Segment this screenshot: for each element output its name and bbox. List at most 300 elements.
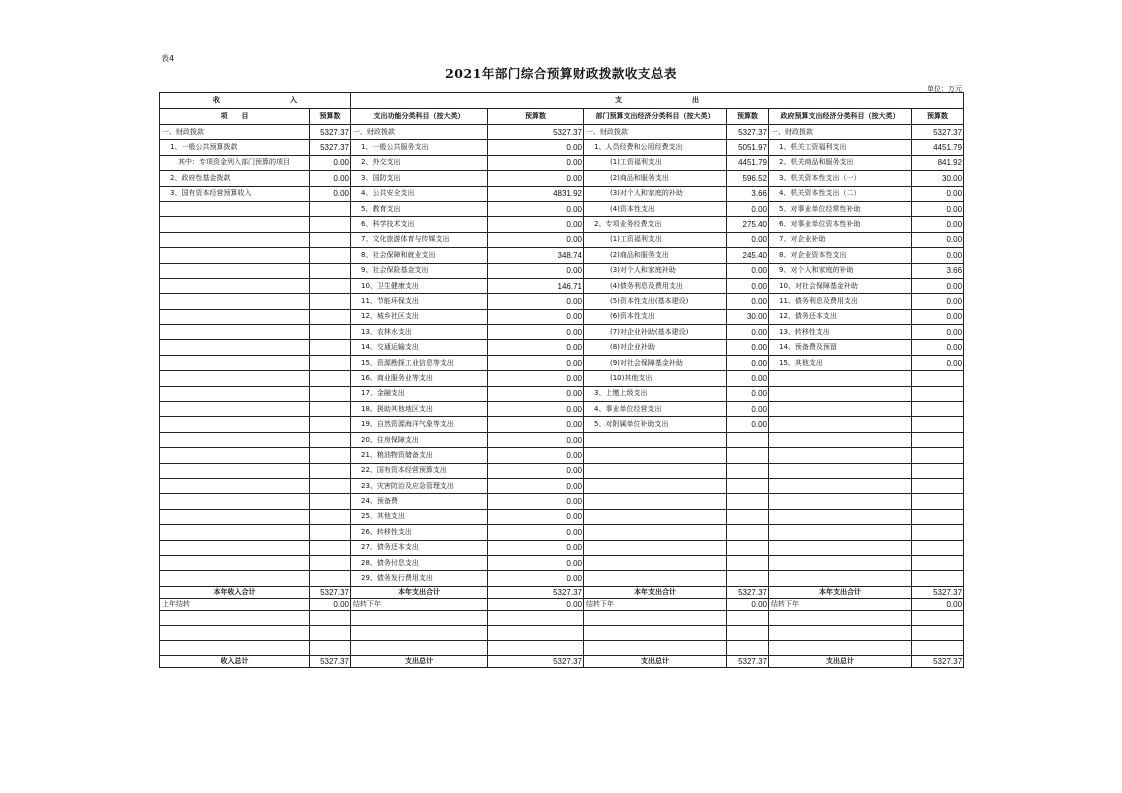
gov-econ-item-cell — [769, 525, 912, 540]
dept-econ-amount-cell: 0.00 — [727, 278, 769, 293]
gov-econ-item-cell — [769, 402, 912, 417]
blank-cell — [584, 625, 727, 640]
income-item-cell — [160, 309, 310, 324]
table-row — [160, 402, 964, 417]
income-amount-cell — [310, 555, 351, 570]
dept-econ-amount-cell: 30.00 — [727, 309, 769, 324]
table-row — [160, 340, 964, 355]
blank-cell — [351, 640, 488, 655]
income-amount-cell: 0.00 — [310, 598, 351, 610]
blank-cell — [310, 610, 351, 625]
dept-econ-amount-cell: 0.00 — [727, 402, 769, 417]
gov-econ-amount-cell — [912, 494, 964, 509]
income-item-cell — [160, 494, 310, 509]
gov-econ-amount-cell — [912, 371, 964, 386]
blank-cell — [912, 610, 964, 625]
gov-econ-amount-cell: 0.00 — [912, 309, 964, 324]
func-amount-cell: 5327.37 — [488, 586, 584, 598]
income-item-cell — [160, 402, 310, 417]
blank-cell — [912, 640, 964, 655]
table-row — [160, 525, 964, 540]
table-row — [160, 355, 964, 370]
income-item-cell: 其中：专项资金列入部门预算的项目 — [160, 155, 310, 170]
gov-econ-amount-cell: 0.00 — [912, 217, 964, 232]
func-item-cell: 15、资源勘探工业信息等支出 — [351, 355, 488, 370]
income-amount-cell: 0.00 — [310, 186, 351, 201]
func-item-cell: 27、债务还本支出 — [351, 540, 488, 555]
expense-section-header: 支 出 — [351, 93, 964, 109]
func-item-cell: 22、国有资本经营预算支出 — [351, 463, 488, 478]
func-amount-cell: 0.00 — [488, 140, 584, 155]
func-item-cell: 29、债务发行费用支出 — [351, 571, 488, 586]
gov-econ-item-cell: 1、机关工资福利支出 — [769, 140, 912, 155]
income-item-cell: 3、国有资本经营预算收入 — [160, 186, 310, 201]
table-row — [160, 555, 964, 570]
gov-econ-item-cell: 7、对企业补助 — [769, 232, 912, 247]
func-amount-cell: 0.00 — [488, 417, 584, 432]
func-amount-cell: 0.00 — [488, 201, 584, 216]
budget-column-header: 预算数 — [488, 109, 584, 125]
income-amount-cell — [310, 432, 351, 447]
table-row — [160, 201, 964, 216]
dept-econ-item-cell: (10)其他支出 — [584, 371, 727, 386]
dept-econ-amount-cell: 275.40 — [727, 217, 769, 232]
table-row — [160, 494, 964, 509]
gov-econ-item-cell: 14、预备费及预留 — [769, 340, 912, 355]
dept-econ-item-cell — [584, 463, 727, 478]
dept-econ-amount-cell — [727, 478, 769, 493]
table-row — [160, 478, 964, 493]
func-item-cell: 一、财政拨款 — [351, 125, 488, 140]
func-item-cell: 1、一般公共服务支出 — [351, 140, 488, 155]
table-row — [160, 417, 964, 432]
income-section-header: 收 入 — [160, 93, 351, 109]
func-amount-cell: 0.00 — [488, 540, 584, 555]
table-row — [160, 463, 964, 478]
func-item-cell: 7、文化旅游体育与传媒支出 — [351, 232, 488, 247]
dept-econ-item-cell: (5)资本性支出(基本建设) — [584, 294, 727, 309]
income-amount-cell: 0.00 — [310, 171, 351, 186]
subtotal-row — [160, 586, 964, 598]
table-row — [160, 186, 964, 201]
income-item-cell — [160, 509, 310, 524]
blank-cell — [488, 640, 584, 655]
func-item-cell: 20、住房保障支出 — [351, 432, 488, 447]
blank-cell — [160, 610, 310, 625]
dept-econ-amount-cell: 5327.37 — [727, 655, 769, 667]
blank-cell — [769, 640, 912, 655]
blank-cell — [310, 640, 351, 655]
func-item-cell: 23、灾害防治及应急管理支出 — [351, 478, 488, 493]
table-row — [160, 386, 964, 401]
gov-econ-amount-cell — [912, 463, 964, 478]
income-item-cell — [160, 540, 310, 555]
dept-econ-amount-cell: 0.00 — [727, 340, 769, 355]
func-amount-cell: 0.00 — [488, 571, 584, 586]
func-item-cell: 9、社会保险基金支出 — [351, 263, 488, 278]
income-amount-cell — [310, 325, 351, 340]
gov-econ-item-cell — [769, 478, 912, 493]
income-amount-cell — [310, 248, 351, 263]
budget-column-header: 预算数 — [912, 109, 964, 125]
gov-econ-amount-cell — [912, 555, 964, 570]
dept-econ-amount-cell — [727, 448, 769, 463]
sheet-label: 表4 — [161, 54, 175, 63]
func-item-cell: 支出总计 — [351, 655, 488, 667]
income-item-cell — [160, 325, 310, 340]
dept-econ-item-cell — [584, 525, 727, 540]
dept-econ-amount-cell: 596.52 — [727, 171, 769, 186]
func-amount-cell: 0.00 — [488, 509, 584, 524]
income-item-cell — [160, 371, 310, 386]
dept-econ-amount-cell — [727, 525, 769, 540]
income-item-cell: 收入总计 — [160, 655, 310, 667]
func-amount-cell: 0.00 — [488, 525, 584, 540]
func-item-cell: 8、社会保障和就业支出 — [351, 248, 488, 263]
func-item-cell: 17、金融支出 — [351, 386, 488, 401]
dept-econ-amount-cell: 0.00 — [727, 598, 769, 610]
gov-econ-item-cell: 8、对企业资本性支出 — [769, 248, 912, 263]
func-amount-cell: 0.00 — [488, 309, 584, 324]
gov-econ-amount-cell — [912, 509, 964, 524]
dept-econ-item-cell: (6)资本性支出 — [584, 309, 727, 324]
dept-econ-amount-cell: 245.40 — [727, 248, 769, 263]
gov-econ-item-cell: 5、对事业单位经常性补助 — [769, 201, 912, 216]
item-column-header: 项 目 — [160, 109, 310, 125]
dept-econ-amount-cell: 3.66 — [727, 186, 769, 201]
dept-econ-item-cell: 1、人员经费和公用经费支出 — [584, 140, 727, 155]
dept-econ-column-header: 部门预算支出经济分类科目（按大类） — [584, 109, 727, 125]
dept-econ-item-cell: 支出总计 — [584, 655, 727, 667]
dept-econ-amount-cell: 0.00 — [727, 294, 769, 309]
income-amount-cell — [310, 525, 351, 540]
income-amount-cell: 0.00 — [310, 155, 351, 170]
dept-econ-item-cell: (7)对企业补助(基本建设) — [584, 325, 727, 340]
income-item-cell — [160, 555, 310, 570]
table-row — [160, 125, 964, 140]
table-row — [160, 171, 964, 186]
func-amount-cell: 0.00 — [488, 598, 584, 610]
income-amount-cell — [310, 386, 351, 401]
income-amount-cell — [310, 263, 351, 278]
blank-cell — [727, 610, 769, 625]
gov-econ-amount-cell — [912, 432, 964, 447]
blank-cell — [351, 625, 488, 640]
unit-label: 单位：万元 — [927, 85, 962, 93]
gov-econ-amount-cell — [912, 402, 964, 417]
income-amount-cell — [310, 201, 351, 216]
func-amount-cell: 0.00 — [488, 217, 584, 232]
income-amount-cell — [310, 571, 351, 586]
income-item-cell: 本年收入合计 — [160, 586, 310, 598]
dept-econ-item-cell: (2)商品和服务支出 — [584, 171, 727, 186]
income-item-cell — [160, 294, 310, 309]
gov-econ-item-cell — [769, 371, 912, 386]
dept-econ-amount-cell: 0.00 — [727, 417, 769, 432]
dept-econ-item-cell: 3、上缴上级支出 — [584, 386, 727, 401]
gov-econ-item-cell: 2、机关商品和服务支出 — [769, 155, 912, 170]
gov-econ-item-cell: 4、机关资本性支出（二） — [769, 186, 912, 201]
gov-econ-item-cell: 11、债务利息及费用支出 — [769, 294, 912, 309]
dept-econ-item-cell: (4)债务利息及费用支出 — [584, 278, 727, 293]
income-item-cell — [160, 278, 310, 293]
gov-econ-item-cell: 15、其他支出 — [769, 355, 912, 370]
income-item-cell: 一、财政拨款 — [160, 125, 310, 140]
carry-over-row — [160, 598, 964, 610]
gov-econ-item-cell — [769, 448, 912, 463]
func-amount-cell: 0.00 — [488, 263, 584, 278]
budget-column-header: 预算数 — [310, 109, 351, 125]
dept-econ-item-cell — [584, 509, 727, 524]
table-row — [160, 278, 964, 293]
dept-econ-amount-cell — [727, 494, 769, 509]
income-item-cell — [160, 355, 310, 370]
gov-econ-amount-cell: 0.00 — [912, 340, 964, 355]
income-item-cell: 上年结转 — [160, 598, 310, 610]
blank-row — [160, 610, 964, 625]
gov-econ-amount-cell: 0.00 — [912, 598, 964, 610]
func-amount-cell: 5327.37 — [488, 125, 584, 140]
gov-econ-item-cell: 10、对社会保障基金补助 — [769, 278, 912, 293]
income-item-cell — [160, 448, 310, 463]
dept-econ-amount-cell — [727, 571, 769, 586]
gov-econ-item-cell — [769, 463, 912, 478]
dept-econ-amount-cell — [727, 509, 769, 524]
func-item-cell: 18、援助其他地区支出 — [351, 402, 488, 417]
blank-cell — [584, 610, 727, 625]
table-row — [160, 540, 964, 555]
gov-econ-item-cell — [769, 571, 912, 586]
func-amount-cell: 0.00 — [488, 340, 584, 355]
blank-cell — [727, 625, 769, 640]
income-amount-cell — [310, 417, 351, 432]
func-item-cell: 结转下年 — [351, 598, 488, 610]
income-amount-cell — [310, 478, 351, 493]
income-item-cell — [160, 386, 310, 401]
gov-econ-item-cell: 3、机关资本性支出（一） — [769, 171, 912, 186]
dept-econ-amount-cell: 5051.97 — [727, 140, 769, 155]
gov-econ-amount-cell: 5327.37 — [912, 586, 964, 598]
func-amount-cell: 0.00 — [488, 371, 584, 386]
func-item-cell: 16、商业服务业等支出 — [351, 371, 488, 386]
income-item-cell — [160, 571, 310, 586]
income-item-cell: 2、政府性基金拨款 — [160, 171, 310, 186]
table-row — [160, 248, 964, 263]
income-item-cell — [160, 232, 310, 247]
func-amount-cell: 0.00 — [488, 402, 584, 417]
gov-econ-amount-cell — [912, 478, 964, 493]
func-item-cell: 2、外交支出 — [351, 155, 488, 170]
table-row — [160, 309, 964, 324]
gov-econ-item-cell: 12、债务还本支出 — [769, 309, 912, 324]
gov-econ-amount-cell: 5327.37 — [912, 125, 964, 140]
dept-econ-amount-cell: 0.00 — [727, 232, 769, 247]
gov-econ-amount-cell — [912, 417, 964, 432]
dept-econ-item-cell — [584, 448, 727, 463]
dept-econ-amount-cell — [727, 540, 769, 555]
func-item-cell: 26、转移性支出 — [351, 525, 488, 540]
gov-econ-amount-cell — [912, 571, 964, 586]
func-amount-cell: 0.00 — [488, 555, 584, 570]
blank-cell — [488, 610, 584, 625]
gov-econ-amount-cell: 0.00 — [912, 294, 964, 309]
income-amount-cell — [310, 540, 351, 555]
gov-econ-item-cell: 13、转移性支出 — [769, 325, 912, 340]
gov-econ-amount-cell — [912, 386, 964, 401]
blank-cell — [310, 625, 351, 640]
dept-econ-item-cell: (8)对企业补助 — [584, 340, 727, 355]
table-row — [160, 232, 964, 247]
func-amount-cell: 0.00 — [488, 494, 584, 509]
income-amount-cell: 5327.37 — [310, 140, 351, 155]
func-amount-cell: 5327.37 — [488, 655, 584, 667]
income-amount-cell — [310, 448, 351, 463]
gov-econ-item-cell: 9、对个人和家庭的补助 — [769, 263, 912, 278]
gov-econ-item-cell: 本年支出合计 — [769, 586, 912, 598]
func-item-cell: 14、交通运输支出 — [351, 340, 488, 355]
table-row — [160, 217, 964, 232]
dept-econ-item-cell: (4)资本性支出 — [584, 201, 727, 216]
func-item-cell: 本年支出合计 — [351, 586, 488, 598]
gov-econ-amount-cell — [912, 540, 964, 555]
gov-econ-amount-cell: 5327.37 — [912, 655, 964, 667]
gov-econ-amount-cell: 30.00 — [912, 171, 964, 186]
func-item-cell: 3、国防支出 — [351, 171, 488, 186]
dept-econ-item-cell: 2、专项业务经费支出 — [584, 217, 727, 232]
gov-econ-item-cell — [769, 386, 912, 401]
gov-econ-amount-cell: 0.00 — [912, 232, 964, 247]
dept-econ-amount-cell: 0.00 — [727, 201, 769, 216]
dept-econ-item-cell — [584, 555, 727, 570]
dept-econ-amount-cell: 4451.79 — [727, 155, 769, 170]
dept-econ-item-cell — [584, 478, 727, 493]
income-item-cell — [160, 417, 310, 432]
gov-econ-item-cell — [769, 540, 912, 555]
income-item-cell — [160, 201, 310, 216]
blank-cell — [160, 640, 310, 655]
blank-cell — [160, 625, 310, 640]
table-row — [160, 571, 964, 586]
func-item-cell: 24、预备费 — [351, 494, 488, 509]
blank-cell — [769, 610, 912, 625]
income-amount-cell — [310, 494, 351, 509]
income-amount-cell — [310, 355, 351, 370]
income-amount-cell — [310, 463, 351, 478]
column-header-row — [160, 109, 964, 125]
func-amount-cell: 0.00 — [488, 294, 584, 309]
income-item-cell — [160, 432, 310, 447]
income-amount-cell — [310, 509, 351, 524]
dept-econ-amount-cell: 0.00 — [727, 386, 769, 401]
income-amount-cell: 5327.37 — [310, 655, 351, 667]
dept-econ-item-cell: (2)商品和服务支出 — [584, 248, 727, 263]
income-item-cell — [160, 340, 310, 355]
func-amount-cell: 0.00 — [488, 386, 584, 401]
gov-econ-item-cell — [769, 509, 912, 524]
gov-econ-item-cell — [769, 555, 912, 570]
table-row — [160, 155, 964, 170]
dept-econ-amount-cell: 5327.37 — [727, 586, 769, 598]
income-amount-cell — [310, 232, 351, 247]
func-amount-cell: 0.00 — [488, 463, 584, 478]
income-item-cell — [160, 463, 310, 478]
income-item-cell — [160, 263, 310, 278]
blank-cell — [769, 625, 912, 640]
func-item-cell: 28、债务付息支出 — [351, 555, 488, 570]
blank-cell — [351, 610, 488, 625]
gov-econ-amount-cell: 0.00 — [912, 186, 964, 201]
func-amount-cell: 348.74 — [488, 248, 584, 263]
dept-econ-amount-cell — [727, 463, 769, 478]
dept-econ-item-cell: 4、事业单位经营支出 — [584, 402, 727, 417]
blank-cell — [584, 640, 727, 655]
dept-econ-item-cell: 5、对附属单位补助支出 — [584, 417, 727, 432]
dept-econ-amount-cell — [727, 555, 769, 570]
blank-cell — [488, 625, 584, 640]
func-amount-cell: 4831.92 — [488, 186, 584, 201]
dept-econ-amount-cell: 0.00 — [727, 263, 769, 278]
page-title: 2021年部门综合预算财政拨款收支总表 — [445, 66, 677, 81]
table-row — [160, 294, 964, 309]
income-amount-cell — [310, 402, 351, 417]
gov-econ-item-cell: 结转下年 — [769, 598, 912, 610]
gov-econ-amount-cell: 841.92 — [912, 155, 964, 170]
table-row — [160, 371, 964, 386]
blank-row — [160, 625, 964, 640]
income-item-cell — [160, 248, 310, 263]
table-row — [160, 325, 964, 340]
blank-row — [160, 640, 964, 655]
gov-econ-item-cell — [769, 417, 912, 432]
gov-econ-amount-cell: 0.00 — [912, 248, 964, 263]
income-item-cell: 1、一般公共预算拨款 — [160, 140, 310, 155]
income-amount-cell — [310, 371, 351, 386]
income-amount-cell — [310, 278, 351, 293]
func-item-cell: 11、节能环保支出 — [351, 294, 488, 309]
gov-econ-item-cell — [769, 494, 912, 509]
func-amount-cell: 0.00 — [488, 232, 584, 247]
func-item-cell: 4、公共安全支出 — [351, 186, 488, 201]
func-item-cell: 21、粮油物资储备支出 — [351, 448, 488, 463]
section-header-row — [160, 93, 964, 109]
income-amount-cell — [310, 217, 351, 232]
income-amount-cell: 5327.37 — [310, 125, 351, 140]
func-amount-cell: 0.00 — [488, 432, 584, 447]
dept-econ-item-cell — [584, 432, 727, 447]
func-amount-cell: 146.71 — [488, 278, 584, 293]
func-item-cell: 12、城乡社区支出 — [351, 309, 488, 324]
grand-total-row — [160, 655, 964, 667]
dept-econ-amount-cell: 5327.37 — [727, 125, 769, 140]
blank-cell — [727, 640, 769, 655]
dept-econ-item-cell: (3)对个人和家庭补助 — [584, 263, 727, 278]
func-amount-cell: 0.00 — [488, 171, 584, 186]
func-item-cell: 19、自然资源海洋气象等支出 — [351, 417, 488, 432]
dept-econ-item-cell — [584, 540, 727, 555]
dept-econ-item-cell: 一、财政拨款 — [584, 125, 727, 140]
dept-econ-amount-cell — [727, 432, 769, 447]
gov-econ-amount-cell: 0.00 — [912, 355, 964, 370]
func-amount-cell: 0.00 — [488, 155, 584, 170]
dept-econ-amount-cell: 0.00 — [727, 371, 769, 386]
table-row — [160, 448, 964, 463]
gov-econ-amount-cell — [912, 525, 964, 540]
income-amount-cell: 5327.37 — [310, 586, 351, 598]
budget-table — [159, 92, 964, 668]
gov-econ-item-cell: 支出总计 — [769, 655, 912, 667]
dept-econ-item-cell: 结转下年 — [584, 598, 727, 610]
dept-econ-item-cell: (3)对个人和家庭的补助 — [584, 186, 727, 201]
